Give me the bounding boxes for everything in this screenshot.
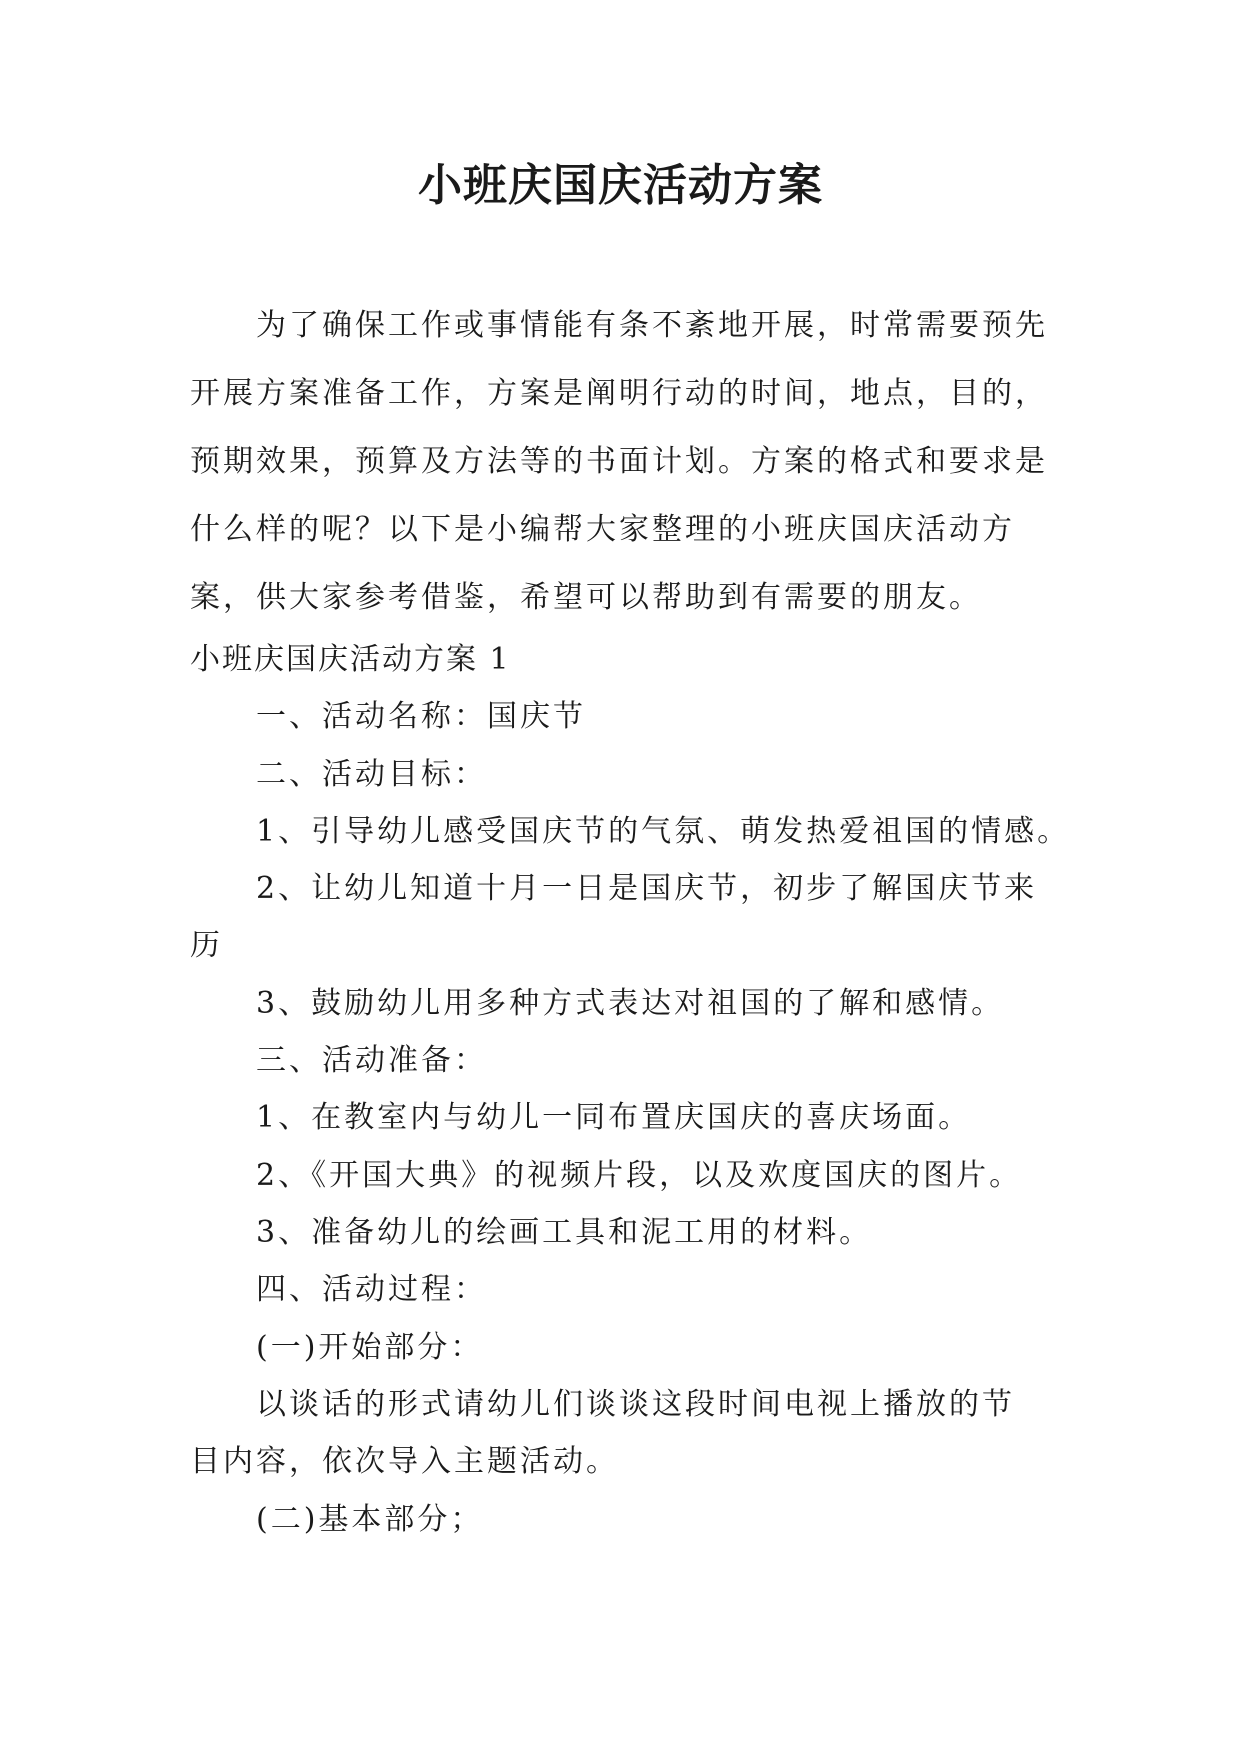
goal-item: 1、引导幼儿感受国庆节的气氛、萌发热爱祖国的情感。 bbox=[256, 814, 1071, 849]
process-text: 以谈话的形式请幼儿们谈谈这段时间电视上播放的节 bbox=[256, 1387, 1015, 1422]
intro-line: 什么样的呢？以下是小编帮大家整理的小班庆国庆活动方 bbox=[190, 512, 1015, 547]
prep-item: 2、《开国大典》的视频片段，以及欢度国庆的图片。 bbox=[256, 1158, 1023, 1193]
intro-line: 开展方案准备工作，方案是阐明行动的时间，地点，目的， bbox=[190, 376, 1048, 411]
goal-item: 2、让幼儿知道十月一日是国庆节，初步了解国庆节来 bbox=[256, 871, 1038, 906]
activity-goals-heading: 二、活动目标： bbox=[256, 757, 487, 792]
goal-item-continuation: 历 bbox=[190, 928, 223, 963]
process-text-continuation: 目内容，依次导入主题活动。 bbox=[190, 1444, 619, 1479]
prep-item: 1、在教室内与幼儿一同布置庆国庆的喜庆场面。 bbox=[256, 1100, 972, 1135]
prep-item: 3、准备幼儿的绘画工具和泥工用的材料。 bbox=[256, 1215, 873, 1250]
activity-process-heading: 四、活动过程： bbox=[256, 1272, 487, 1307]
process-subheading: (二)基本部分； bbox=[256, 1502, 484, 1537]
process-subheading: (一)开始部分： bbox=[256, 1330, 484, 1365]
goal-item: 3、鼓励幼儿用多种方式表达对祖国的了解和感情。 bbox=[256, 986, 1005, 1021]
activity-name-heading: 一、活动名称：国庆节 bbox=[256, 699, 586, 734]
intro-line: 为了确保工作或事情能有条不紊地开展，时常需要预先 bbox=[256, 308, 1048, 343]
intro-paragraph bbox=[190, 292, 1060, 632]
activity-prep-heading: 三、活动准备： bbox=[256, 1043, 487, 1078]
section-heading: 小班庆国庆活动方案 1 bbox=[190, 642, 511, 677]
intro-line: 案，供大家参考借鉴，希望可以帮助到有需要的朋友。 bbox=[190, 580, 982, 615]
intro-line: 预期效果，预算及方法等的书面计划。方案的格式和要求是 bbox=[190, 444, 1048, 479]
document-title: 小班庆国庆活动方案 bbox=[418, 160, 823, 211]
